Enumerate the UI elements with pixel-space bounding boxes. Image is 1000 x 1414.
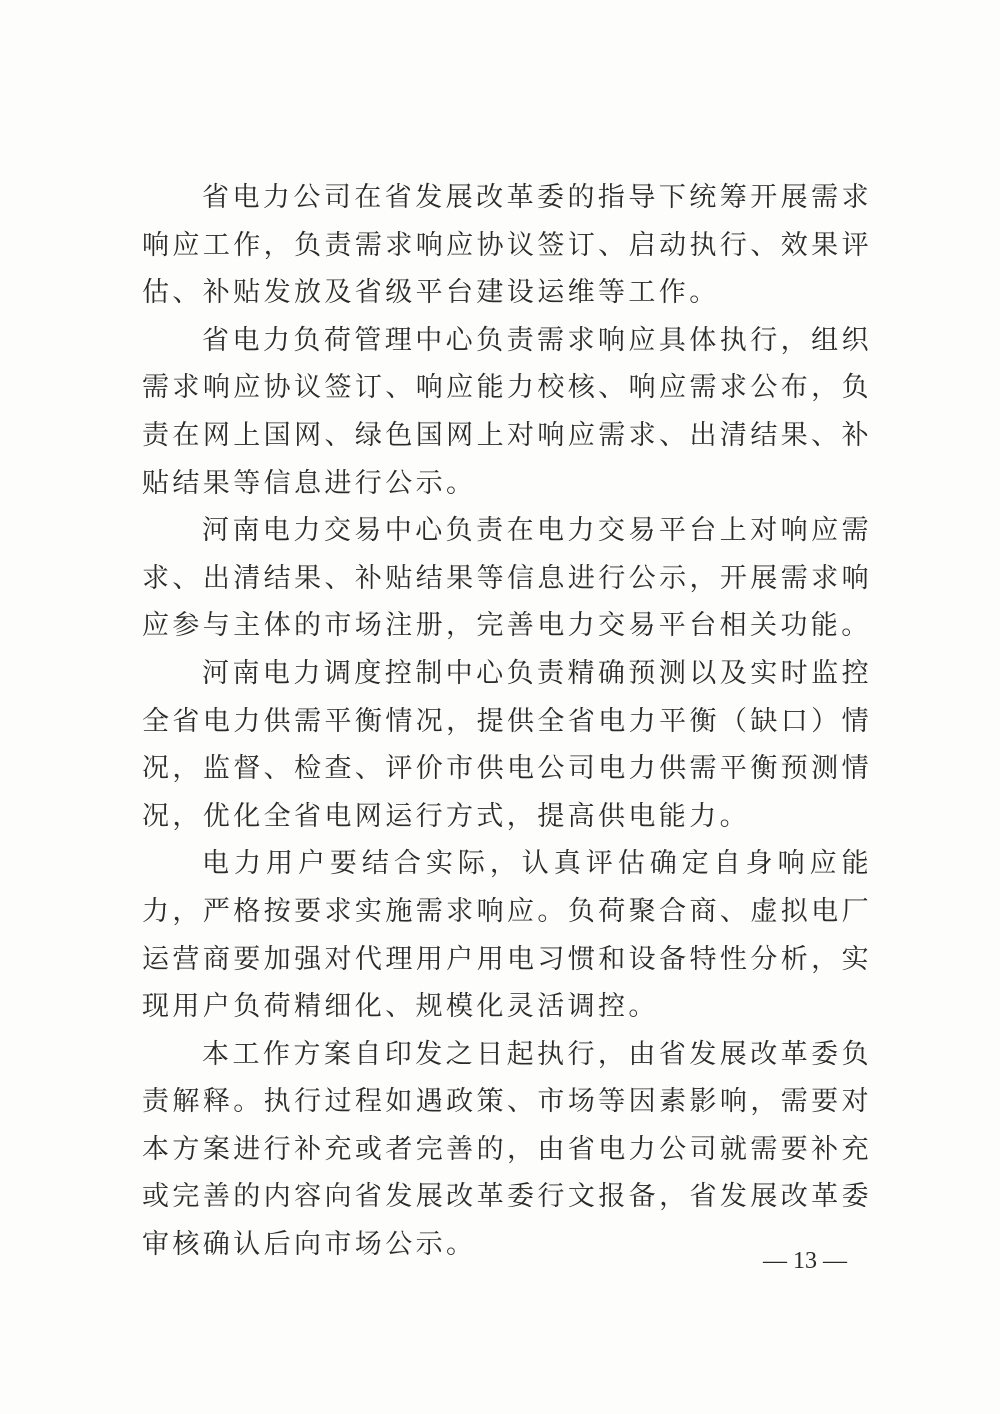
paragraph-trading-center: 河南电力交易中心负责在电力交易平台上对响应需求、出清结果、补贴结果等信息进行公示，开展需求响应参与主体的市场注册，完善电力交易平台相关功能。	[142, 515, 872, 642]
paragraph-power-users: 电力用户要结合实际，认真评估确定自身响应能力，严格按要求实施需求响应。负荷聚合商、虚拟电厂运营商要加强对代理用户用电习惯和设备特性分析，实现用户负荷精细化、规模化灵活调控。	[142, 848, 872, 1023]
paragraph-implementation: 本工作方案自印发之日起执行，由省发展改革委负责解释。执行过程如遇政策、市场等因素影响，需要对本方案进行补充或者完善的，由省电力公司就需要补充或完善的内容向省发展改革委行文报备，省发展改革委审核确认后向市场公示。	[142, 1038, 872, 1261]
body-text	[142, 174, 872, 1269]
paragraph-dispatch-control-center: 河南电力调度控制中心负责精确预测以及实时监控全省电力供需平衡情况，提供全省电力平衡（缺口）情况，监督、检查、评价市供电公司电力供需平衡预测情况，优化全省电网运行方式，提高供电能力。	[142, 657, 872, 832]
paragraph-provincial-power-company: 省电力公司在省发展改革委的指导下统筹开展需求响应工作，负责需求响应协议签订、启动执行、效果评估、补贴发放及省级平台建设运维等工作。	[142, 182, 872, 309]
paragraph-load-management-center: 省电力负荷管理中心负责需求响应具体执行，组织需求响应协议签订、响应能力校核、响应需求公布，负责在网上国网、绿色国网上对响应需求、出清结果、补贴结果等信息进行公示。	[142, 324, 872, 499]
page-number: — 13 —	[763, 1248, 847, 1274]
